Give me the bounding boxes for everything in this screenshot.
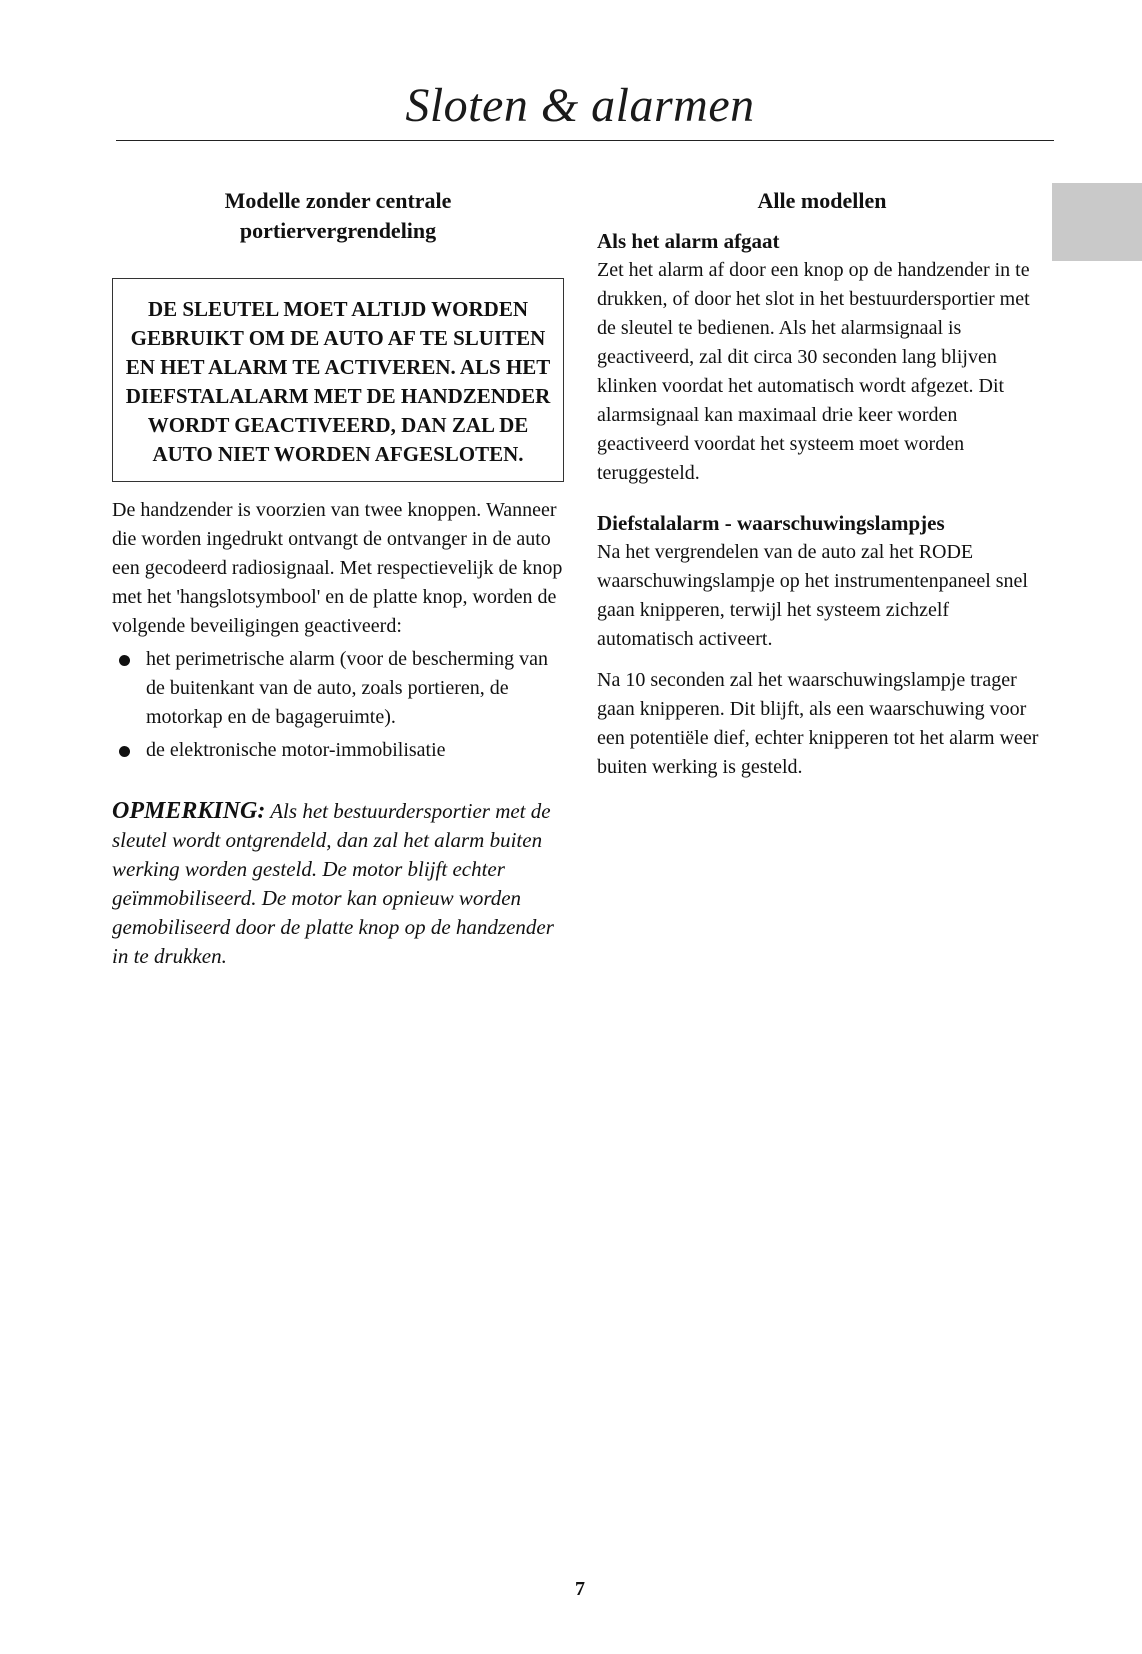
title-divider bbox=[116, 140, 1054, 141]
list-item bbox=[112, 736, 564, 765]
alarm-sounds-heading: Als het alarm afgaat bbox=[597, 229, 780, 253]
left-heading-line2: portiervergrendeling bbox=[239, 218, 437, 243]
warning-lights-paragraph-2: Na 10 seconden zal het waarschuwingslampje trager gaan knipperen. Dit blijft, als een waarschuwing voor een potentiële dief, echter knipperen tot het alarm weer buiten werking is gesteld. bbox=[597, 669, 1039, 778]
bullet-icon bbox=[119, 746, 130, 757]
page-title: Sloten & alarmen bbox=[405, 79, 755, 132]
warning-lights-heading: Diefstalalarm - waarschuwingslampjes bbox=[597, 511, 945, 535]
left-column bbox=[112, 186, 564, 992]
list-item-text: het perimetrische alarm (voor de bescherming van de buitenkant van de auto, zoals portieren, de motorkap en de bagageruimte). bbox=[146, 648, 549, 728]
page-number: 7 bbox=[575, 1578, 585, 1600]
feature-list bbox=[112, 645, 564, 765]
note-label: OPMERKING: bbox=[112, 798, 266, 824]
right-section-heading: Alle modellen bbox=[757, 188, 887, 213]
right-column bbox=[597, 186, 1047, 782]
note-paragraph bbox=[112, 797, 564, 971]
warning-box: DE SLEUTEL MOET ALTIJD WORDEN GEBRUIKT OM DE AUTO AF TE SLUITEN EN HET ALARM TE ACTIVEREN. ALS HET DIEFSTALALARM MET DE HANDZENDER WORDT GEACTIVEERD, DAN ZAL DE AUTO NIET WORDEN AFGESLOTEN. bbox=[112, 278, 564, 482]
left-section-heading bbox=[112, 186, 564, 246]
warning-lights-paragraph: Na het vergrendelen van de auto zal het RODE waarschuwingslampje op het instrumentenpaneel snel gaan knipperen, terwijl het systeem zichzelf automatisch activeert. bbox=[597, 541, 1028, 650]
chapter-tab-marker bbox=[1052, 183, 1142, 261]
bullet-icon bbox=[119, 655, 130, 666]
list-item bbox=[112, 645, 564, 732]
left-heading-line1: Modelle zonder centrale bbox=[224, 188, 452, 213]
alarm-sounds-paragraph: Zet het alarm af door een knop op de handzender in te drukken, of door het slot in het bestuurdersportier met de sleutel te bedienen. Als het alarmsignaal is geactiveerd, zal dit circa 30 seconden lang blijven klinken voordat het automatisch wordt afgezet. Dit alarmsignaal kan maximaal drie keer worden geactiveerd voordat het systeem moet worden teruggesteld. bbox=[597, 259, 1030, 484]
list-item-text: de elektronische motor-immobilisatie bbox=[146, 739, 446, 761]
intro-paragraph: De handzender is voorzien van twee knoppen. Wanneer die worden ingedrukt ontvangt de ontvanger in de auto een gecodeerd radiosignaal. Met respectievelijk de knop met het 'hangslotsymbool' en de platte knop, worden de volgende beveiligingen geactiveerd: bbox=[112, 499, 563, 637]
note-text: Als het bestuurdersportier met de sleutel wordt ontgrendeld, dan zal het alarm buiten werking worden gesteld. De motor blijft echter geïmmobiliseerd. De motor kan opnieuw worden gemobiliseerd door de platte knop op de handzender in te drukken. bbox=[112, 799, 554, 968]
